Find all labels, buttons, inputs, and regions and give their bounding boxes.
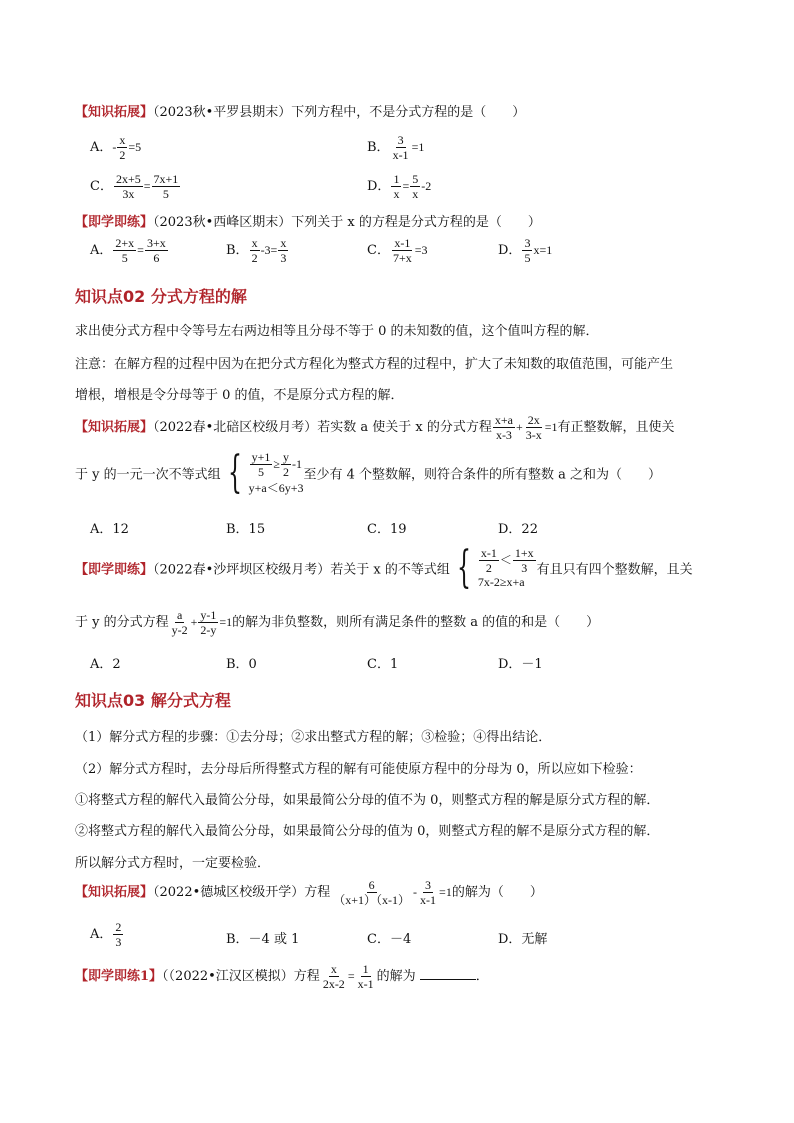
fraction: $\frac{x+a}{x-3}$ [494,413,513,442]
fraction: $\frac{2x}{3-x}$ [525,413,542,442]
q1-text: （2023秋•平罗县期末）下列方程中，不是分式方程的是（ ） [153,105,526,120]
q3-option-d: D．22 [498,522,538,537]
fraction: $\frac{3}{x-1}$ [392,133,409,162]
sec2-paragraph-2a: 注意：在解方程的过程中因为在把分式方程化为整式方程的过程中，扩大了未知数的取值范围，可能产生 [75,357,674,372]
sec2-paragraph-2b: 增根，增根是令分母等于 0 的值，不是原分式方程的解． [75,388,404,403]
fraction: $\frac{6}{(x+1)(x-1)}$ [333,878,411,907]
fraction: $\frac{3+x}{6}$ [146,236,166,265]
q1-stem [75,101,525,120]
q4-stem-line-2: 于 y 的分式方程 $\frac{a}{y-2}$ + $\frac{y-1}{2-y}$ =1的解为非负整数，则所有满足条件的整数 a 的值的和是（ ） [75,608,600,637]
q1-option-a: A．- $\frac{x}{2}$ =5 [90,133,142,162]
fraction: $\frac{x}{3}$ [280,236,287,265]
q3-option-b: B．15 [226,522,266,537]
sec2-paragraph-1: 求出使分式方程中令等号左右两边相等且分母不等于 0 的未知数的值，这个值叫方程的解． [75,324,599,339]
q4-tag: 【即学即练】 [75,562,154,578]
fraction: $\frac{1}{x-1}$ [357,962,374,991]
q5-option-b: B．－4 或 1 [226,932,300,947]
fraction: $\frac{x}{2x-2}$ [322,962,345,991]
fraction: $\frac{3}{5}$ [524,236,531,265]
q1-option-b: B． $\frac{3}{x-1}$ =1 [367,133,425,162]
q1-tag: 【知识拓展】 [75,105,154,120]
q2-option-d: D． $\frac{3}{5}$ x=1 [498,236,553,265]
section-heading-03: 知识点03 解分式方程 [75,691,231,710]
q5-stem: 【知识拓展】（2022•德城区校级开学）方程 $\frac{6}{(x+1)(x-1)}$ - $\frac{3}{x-1}$ =1的解为（ ） [75,878,543,907]
q2-option-c: C． $\frac{x-1}{7+x}$ =3 [367,236,428,265]
sec3-paragraph-5: 所以解分式方程时，一定要检验． [75,856,271,871]
q5-option-d: D．无解 [498,932,548,947]
q4-option-b: B．0 [226,657,257,672]
fraction: $\frac{2}{3}$ [115,920,122,949]
q4-option-c: C．1 [367,657,399,672]
q6-stem: 【即学即练1】（（2022•江汉区模拟）方程 $\frac{x}{2x-2}$ = $\frac{1}{x-1}$ 的解为 ． [75,962,489,991]
brace-icon: { [456,542,471,593]
section-heading-02: 知识点02 分式方程的解 [75,287,247,306]
fraction: $\frac{x}{2}$ [119,133,126,162]
sec3-paragraph-3: ①将整式方程的解代入最简公分母，如果最简公分母的值不为 0，则整式方程的解是原分式方程的解． [75,793,660,808]
q3-option-c: C．19 [367,522,407,537]
q2-option-b: B． $\frac{x}{2}$ -3= $\frac{x}{3}$ [226,236,287,265]
q2-tag: 【即学即练】 [75,215,154,230]
q4-stem-line-1: 【即学即练】（2022春•沙坪坝区校级月考）若关于 x 的不等式组 { $\frac{x-1}{2}$ ＜ $\frac{1+x}{3}$ 7x-2≥x+a 有且只有四个整数解，且关 [75,542,693,593]
q1-option-c: C． $\frac{2x+5}{3x}$ = $\frac{7x+1}{5}$ [90,172,179,201]
q3-stem-line-2: 于 y 的一元一次不等式组 { $\frac{y+1}{5}$ ≥ $\frac{y}{2}$ -1 y+a＜6y+3 至少有 4 个整数解，则符合条件的所有整数 a 之和为（ ） [75,447,662,498]
fraction: $\frac{x}{2}$ [251,236,258,265]
q2-stem [75,211,541,230]
sec3-paragraph-1: （1）解分式方程的步骤：①去分母；②求出整式方程的解；③检验；④得出结论． [75,730,552,745]
fraction: $\frac{y-1}{2-y}$ [200,608,217,637]
inequality-system: $\frac{y+1}{5}$ ≥ $\frac{y}{2}$ -1 y+a＜6y+3 [248,450,304,495]
q4-option-d: D．－1 [498,657,543,672]
q3-tag: 【知识拓展】 [75,420,154,435]
q6-tag: 【即学即练1】 [75,969,163,984]
fraction: $\frac{3}{x-1}$ [420,878,437,907]
answer-blank[interactable] [420,967,476,980]
fraction: $\frac{2+x}{5}$ [115,236,135,265]
fraction: $\frac{7x+1}{5}$ [153,172,179,201]
inequality-system: $\frac{x-1}{2}$ ＜ $\frac{1+x}{3}$ 7x-2≥x+a [477,546,534,589]
q5-option-c: C．－4 [367,932,412,947]
q2-text: （2023秋•西峰区期末）下列关于 x 的方程是分式方程的是（ ） [153,215,541,230]
q2-option-a: A． $\frac{2+x}{5}$ = $\frac{3+x}{6}$ [90,236,166,265]
fraction: $\frac{5}{x}$ [412,172,419,201]
q3-stem-line-1: 【知识拓展】（2022春•北碚区校级月考）若实数 a 使关于 x 的分式方程 $\frac{x+a}{x-3}$ + $\frac{2x}{3-x}$ =1有正整数解，且使关 [75,413,675,442]
fraction: $\frac{x-1}{7+x}$ [392,236,412,265]
brace-icon: { [227,447,242,498]
fraction: $\frac{a}{y-2}$ [171,608,188,637]
fraction: $\frac{1}{x}$ [393,172,400,201]
q4-option-a: A．2 [90,657,121,672]
q1-option-d: D． $\frac{1}{x}$ = $\frac{5}{x}$ -2 [367,172,432,201]
q3-option-a: A．12 [90,522,129,537]
fraction: $\frac{2x+5}{3x}$ [115,172,141,201]
q5-tag: 【知识拓展】 [75,885,154,900]
sec3-paragraph-2: （2）解分式方程时，去分母后所得整式方程的解有可能使原方程中的分母为 0，所以应如下检验： [75,762,642,777]
q5-option-a: A． $\frac{2}{3}$ [90,920,122,949]
sec3-paragraph-4: ②将整式方程的解代入最简公分母，如果最简公分母的值为 0，则整式方程的解不是原分式方程的解． [75,824,660,839]
